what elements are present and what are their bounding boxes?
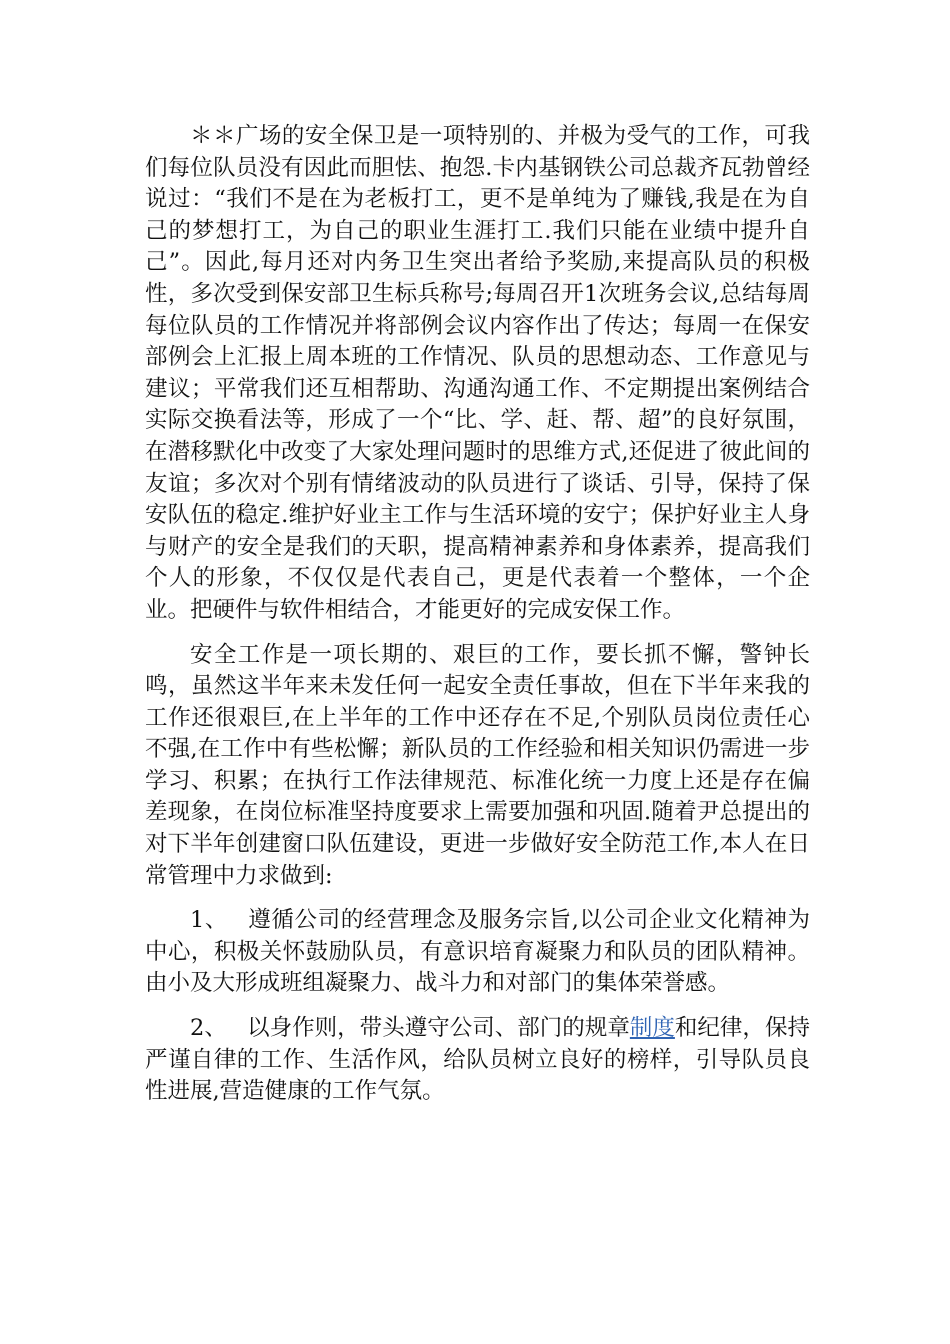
regulation-link[interactable]: 制度 [629,1015,675,1042]
list-item-text-before: 以身作则，带头遵守公司、部门的规章 [247,1015,630,1042]
paragraph-2: 安全工作是一项长期的、艰巨的工作，要长抓不懈，警钟长鸣，虽然这半年来未发任何一起安全责任事故，但在下半年来我的工作还很艰巨,在上半年的工作中还存在不足,个别队员岗位责任心不强,在工作中有些松懈；新队员的工作经验和相关知识仍需进一步学习、积累；在执行工作法律规范、标准化统一力度上还是存在偏差现象，在岗位标准坚持度要求上需要加强和巩固.随着尹总提出的对下半年创建窗口队伍建设，更进一步做好安全防范工作,本人在日常管理中力求做到: [145,641,810,889]
document-body [145,121,810,1121]
list-item-number: 2、 [190,1015,227,1042]
list-item-text-after: 和纪律，保持严谨自律的工作、生活作风，给队员树立良好的榜样，引导队员良性进展,营造健康的工作气氛。 [145,1015,810,1105]
list-item-number: 1、 [190,907,229,934]
list-item-1 [145,905,810,1000]
list-item-text: 遵循公司的经营理念及服务宗旨,以公司企业文化精神为中心，积极关怀鼓励队员，有意识培育凝聚力和队员的团队精神。由小及大形成班组凝聚力、战斗力和对部门的集体荣誉感。 [145,907,810,997]
list-item-2 [145,1013,810,1108]
paragraph-1: ＊＊广场的安全保卫是一项特别的、并极为受气的工作，可我们每位队员没有因此而胆怯、抱怨.卡内基钢铁公司总裁齐瓦勃曾经说过：“我们不是在为老板打工，更不是单纯为了赚钱,我是在为自己的梦想打工，为自己的职业生涯打工.我们只能在业绩中提升自己”。因此,每月还对内务卫生突出者给予奖励,来提高队员的积极性，多次受到保安部卫生标兵称号;每周召开1次班务会议,总结每周每位队员的工作情况并将部例会议内容作出了传达；每周一在保安部例会上汇报上周本班的工作情况、队员的思想动态、工作意见与建议；平常我们还互相帮助、沟通沟通工作、不定期提出案例结合实际交换看法等，形成了一个“比、学、赶、帮、超”的良好氛围，在潜移默化中改变了大家处理问题时的思维方式,还促进了彼此间的友谊；多次对个别有情绪波动的队员进行了谈话、引导，保持了保安队伍的稳定.维护好业主工作与生活环境的安宁；保护好业主人身与财产的安全是我们的天职，提高精神素养和身体素养，提高我们个人的形象，不仅仅是代表自己，更是代表着一个整体，一个企业。把硬件与软件相结合，才能更好的完成安保工作。 [145,123,810,623]
